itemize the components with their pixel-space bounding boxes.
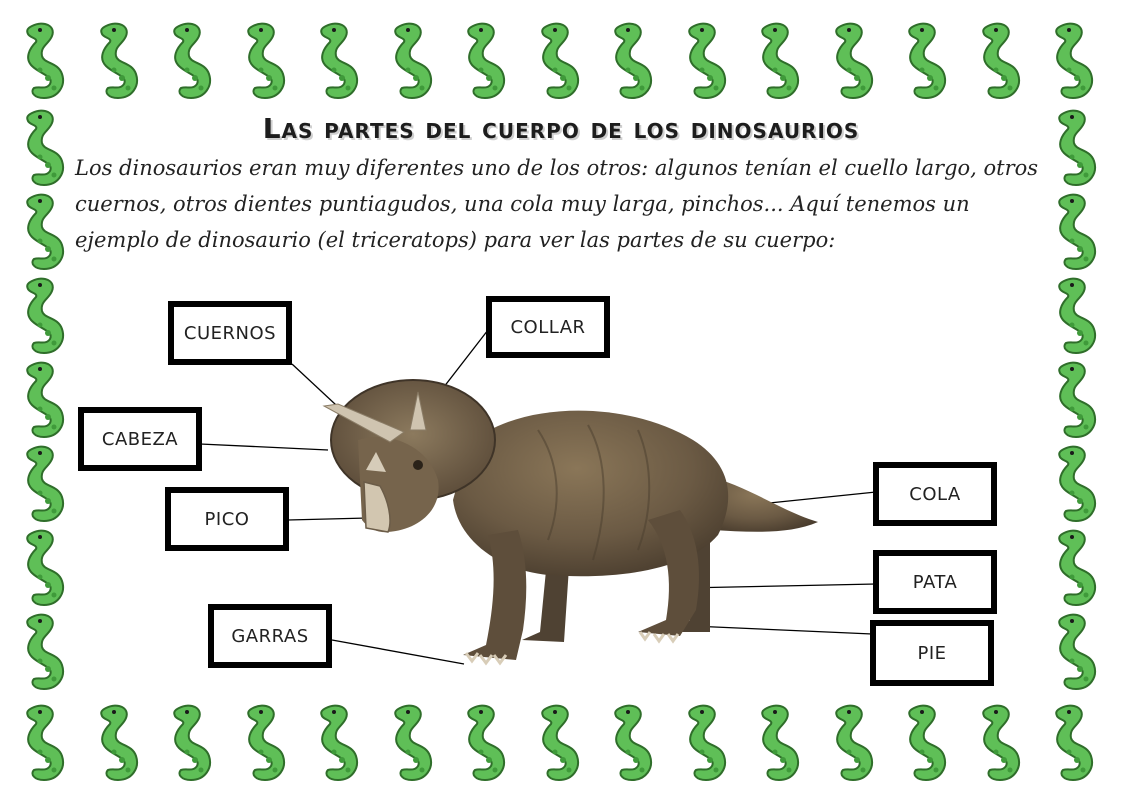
label-pie: PIE bbox=[870, 620, 994, 686]
label-cabeza: CABEZA bbox=[78, 407, 202, 471]
label-pata: PATA bbox=[873, 550, 997, 614]
triceratops-illustration bbox=[318, 370, 828, 670]
label-garras: GARRAS bbox=[208, 604, 332, 668]
page-title: Las partes del cuerpo de los dinosaurios bbox=[262, 112, 860, 145]
label-cuernos: CUERNOS bbox=[168, 301, 292, 365]
label-pico: PICO bbox=[165, 487, 289, 551]
label-cola: COLA bbox=[873, 462, 997, 526]
intro-paragraph: Los dinosaurios eran muy diferentes uno de los otros: algunos tenían el cuello largo, otros cuernos, otros dientes puntiagudos, una cola muy larga, pinchos... Aquí tenemos un ejemplo de dinosaurio (el triceratops) para ver las partes de su cuerpo: bbox=[75, 156, 1039, 252]
leader-cabeza bbox=[200, 444, 328, 450]
label-collar: COLLAR bbox=[486, 296, 610, 358]
